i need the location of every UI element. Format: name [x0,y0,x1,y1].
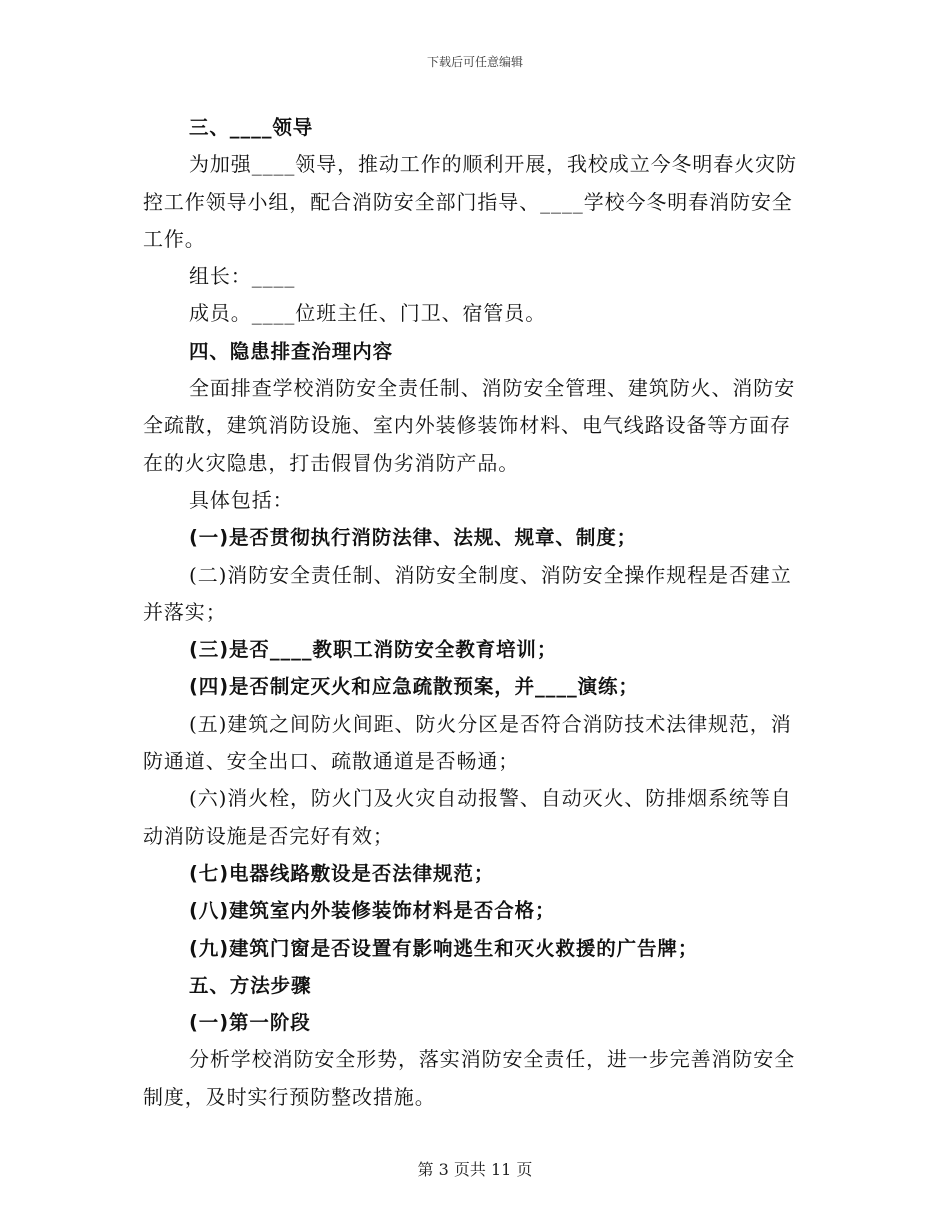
paragraph: (九)建筑门窗是否设置有影响逃生和灭火救援的广告牌； [189,936,699,960]
paragraph: 分析学校消防安全形势，落实消防安全责任，进一步完善消防安全制度，及时实行预防整改措施。 [143,1047,796,1109]
paragraph: 四、隐患排查治理内容 [189,339,394,363]
paragraph: (五)建筑之间防火间距、防火分区是否符合消防技术法律规范，消防通道、安全出口、疏散通道是否畅通； [143,711,792,774]
paragraph: 成员。____位班主任、门卫、宿管员。 [189,301,547,326]
paragraph: 五、方法步骤 [189,973,312,997]
paragraph: (二)消防安全责任制、消防安全制度、消防安全操作规程是否建立并落实； [143,562,792,624]
document-body [143,109,803,1116]
paragraph: 三、____领导 [189,116,314,139]
paragraph: 为加强____领导，推动工作的顺利开展，我校成立今冬明春火灾防控工作领导小组，配合消防安全部门指导、____学校今冬明春消防安全工作。 [143,152,797,251]
paragraph: (六)消火栓，防火门及火灾自动报警、自动灭火、防排烟系统等自动消防设施是否完好有效； [143,786,792,848]
paragraph: 具体包括： [189,487,294,512]
paragraph: (七)电器线路敷设是否法律规范； [189,861,495,885]
page-footer: 第 3 页共 11 页 [417,1160,533,1179]
paragraph: (三)是否____教职工消防安全教育培训； [189,638,558,662]
paragraph: 组长：____ [189,264,296,289]
page-header: 下载后可任意编辑 [426,55,523,69]
paragraph: (一)是否贯彻执行消防法律、法规、规章、制度； [189,526,638,550]
paragraph: (一)第一阶段 [189,1011,311,1035]
paragraph: 全面排查学校消防安全责任制、消防安全管理、建筑防火、消防安全疏散，建筑消防设施、室内外装修装饰材料、电气线路设备等方面存在的火灾隐患，打击假冒伪劣消防产品。 [143,376,796,475]
paragraph: (四)是否制定灭火和应急疏散预案，并____演练； [189,675,639,699]
paragraph: (八)建筑室内外装修装饰材料是否合格； [189,899,556,923]
